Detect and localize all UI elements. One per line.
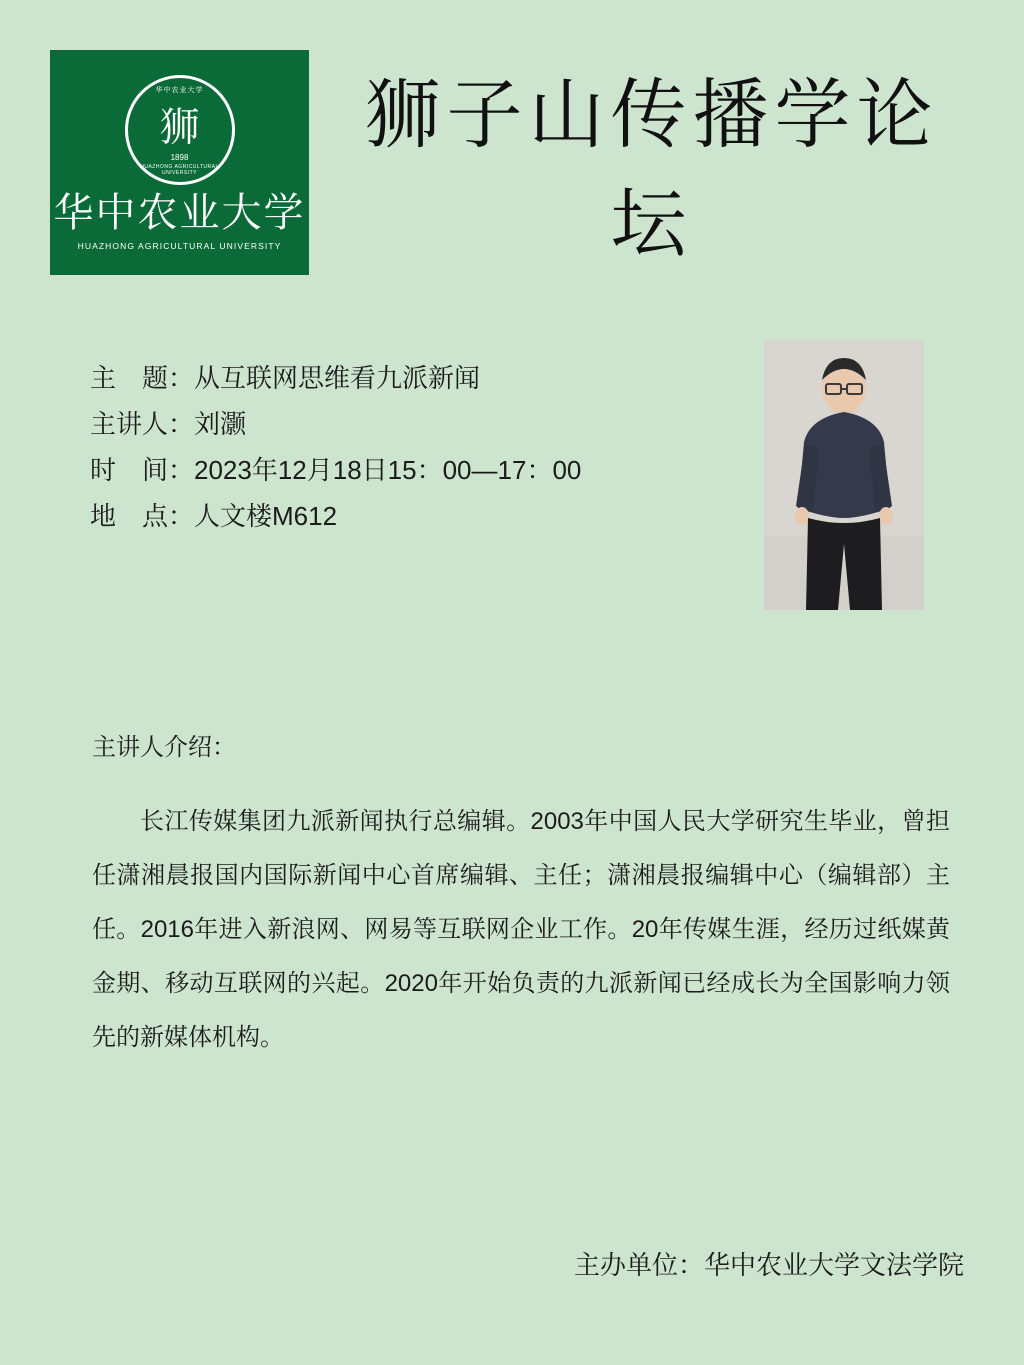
info-topic: 主 题：从互联网思维看九派新闻 — [90, 363, 481, 393]
speaker-photo — [764, 340, 924, 610]
emblem-glyph: 狮 — [159, 104, 200, 151]
info-place: 地 点：人文楼M612 — [90, 501, 338, 531]
event-info — [90, 355, 710, 539]
university-name-en: HUAZHONG AGRICULTURAL UNIVERSITY — [77, 240, 282, 251]
poster-header — [50, 50, 974, 275]
bio-body: 长江传媒集团九派新闻执行总编辑。2003年中国人民大学研究生毕业，曾担任潇湘晨报国内国际新闻中心首席编辑、主任；潇湘晨报编辑中心（编辑部）主任。2016年进入新浪网、网易等互联网企业工作。20年传媒生涯，经历过纸媒黄金期、移动互联网的兴起。2020年开始负责的九派新闻已经成长为全国影响力领先的新媒体机构。 — [92, 808, 950, 1051]
emblem-year: 1898 — [170, 152, 189, 162]
bio-heading: 主讲人介绍： — [92, 734, 236, 761]
university-emblem-icon — [125, 75, 235, 185]
info-time: 时 间：2023年12月18日15：00—17：00 — [90, 455, 582, 485]
university-name-cn: 华中农业大学 — [53, 189, 306, 236]
organizer-footer: 主办单位：华中农业大学文法学院 — [573, 1250, 964, 1280]
university-logo — [50, 50, 309, 275]
emblem-ring-text-top: 华中农业大学 — [155, 86, 204, 94]
page-title: 狮子山传播学论坛 — [364, 69, 939, 268]
info-speaker: 主讲人：刘灏 — [90, 409, 247, 439]
emblem-ring-text-bottom: HUAZHONG AGRICULTURAL UNIVERSITY — [140, 163, 219, 176]
speaker-portrait-icon — [764, 340, 924, 610]
